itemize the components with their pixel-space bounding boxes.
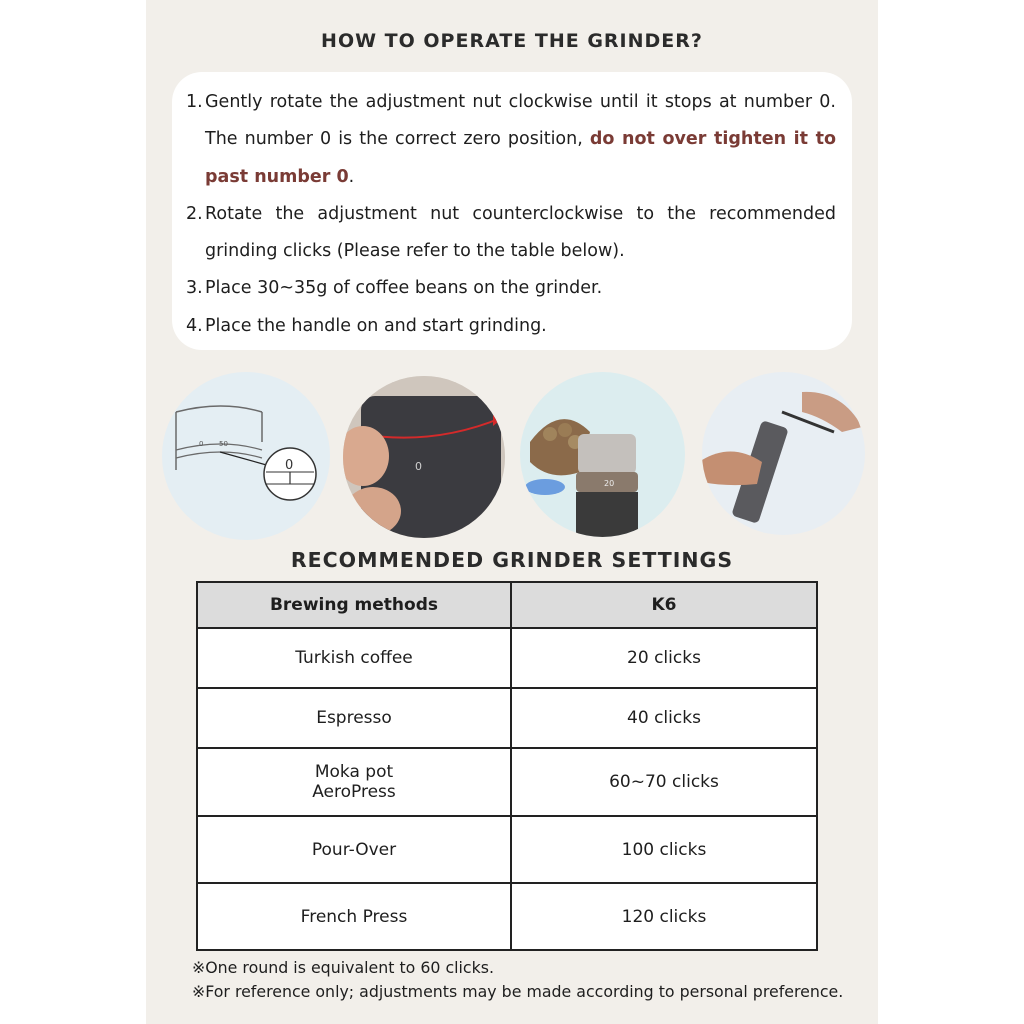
- nut-zero-label: 0: [415, 460, 422, 473]
- step-1: [186, 84, 836, 196]
- method-cell: Pour-Over: [197, 816, 511, 883]
- step-text: Place 30~35g of coffee beans on the grinder.: [205, 278, 603, 299]
- step-number: 4.: [186, 315, 203, 336]
- step-text-main: Gently rotate the adjustment nut clockwise until it stops at number 0. The number 0 is the correct zero position,: [205, 92, 836, 150]
- step-4: [186, 308, 836, 345]
- hand-grinding-icon: [702, 372, 865, 535]
- clicks-cell: 100 clicks: [511, 816, 817, 883]
- hand-rotating-nut-icon: [343, 376, 505, 538]
- method-line-2: AeroPress: [312, 782, 396, 802]
- step-text: Place the handle on and start grinding.: [205, 315, 547, 336]
- step-text: [205, 84, 836, 196]
- warning-text: do not over tighten it to past number 0: [205, 129, 836, 187]
- header-model: K6: [511, 582, 817, 628]
- step-text: Rotate the adjustment nut counterclockwise to the recommended grinding clicks (Please refer to the table below).: [205, 203, 836, 262]
- method-cell: [197, 748, 511, 816]
- rotate-nut-photo: [343, 376, 505, 538]
- clicks-cell: 20 clicks: [511, 628, 817, 688]
- clicks-cell: 60~70 clicks: [511, 748, 817, 816]
- grinder-settings-table: [196, 581, 818, 951]
- table-row: [197, 883, 817, 950]
- step-text-end: .: [348, 166, 355, 187]
- nut-mark-label: 20: [604, 479, 615, 488]
- table-row: [197, 628, 817, 688]
- dial-zero-label: 0: [199, 440, 204, 448]
- step-number: 2.: [186, 203, 203, 224]
- header-brewing-methods: Brewing methods: [197, 582, 511, 628]
- footnote-reference-only: ※For reference only; adjustments may be made according to personal preference.: [192, 982, 844, 1001]
- table-row: [197, 816, 817, 883]
- table-header-row: [197, 582, 817, 628]
- step-number: 3.: [186, 278, 203, 299]
- method-line-1: Moka pot: [314, 762, 394, 782]
- footnotes: [192, 956, 843, 1004]
- step-number: 1.: [186, 92, 203, 112]
- page-title: HOW TO OPERATE THE GRINDER?: [321, 30, 703, 52]
- section-title: RECOMMENDED GRINDER SETTINGS: [290, 548, 734, 572]
- clicks-cell: 120 clicks: [511, 883, 817, 950]
- beans-and-grinder-icon: [520, 372, 685, 537]
- coffee-beans-photo: [520, 372, 685, 537]
- footnote-clicks-per-round: ※One round is equivalent to 60 clicks.: [192, 958, 495, 977]
- method-cell: French Press: [197, 883, 511, 950]
- step-2: [186, 196, 836, 271]
- step-3: [186, 270, 836, 307]
- dial-fifty-label: 50: [219, 440, 228, 448]
- instruction-steps: [186, 84, 836, 345]
- clicks-cell: 40 clicks: [511, 688, 817, 748]
- method-cell: Espresso: [197, 688, 511, 748]
- table-row: [197, 748, 817, 816]
- method-cell: Turkish coffee: [197, 628, 511, 688]
- zoom-zero-label: 0: [285, 458, 294, 473]
- table-row: [197, 688, 817, 748]
- dial-diagram-icon: [162, 372, 330, 540]
- grinding-photo: [702, 372, 865, 535]
- dial-zero-diagram: [162, 372, 330, 540]
